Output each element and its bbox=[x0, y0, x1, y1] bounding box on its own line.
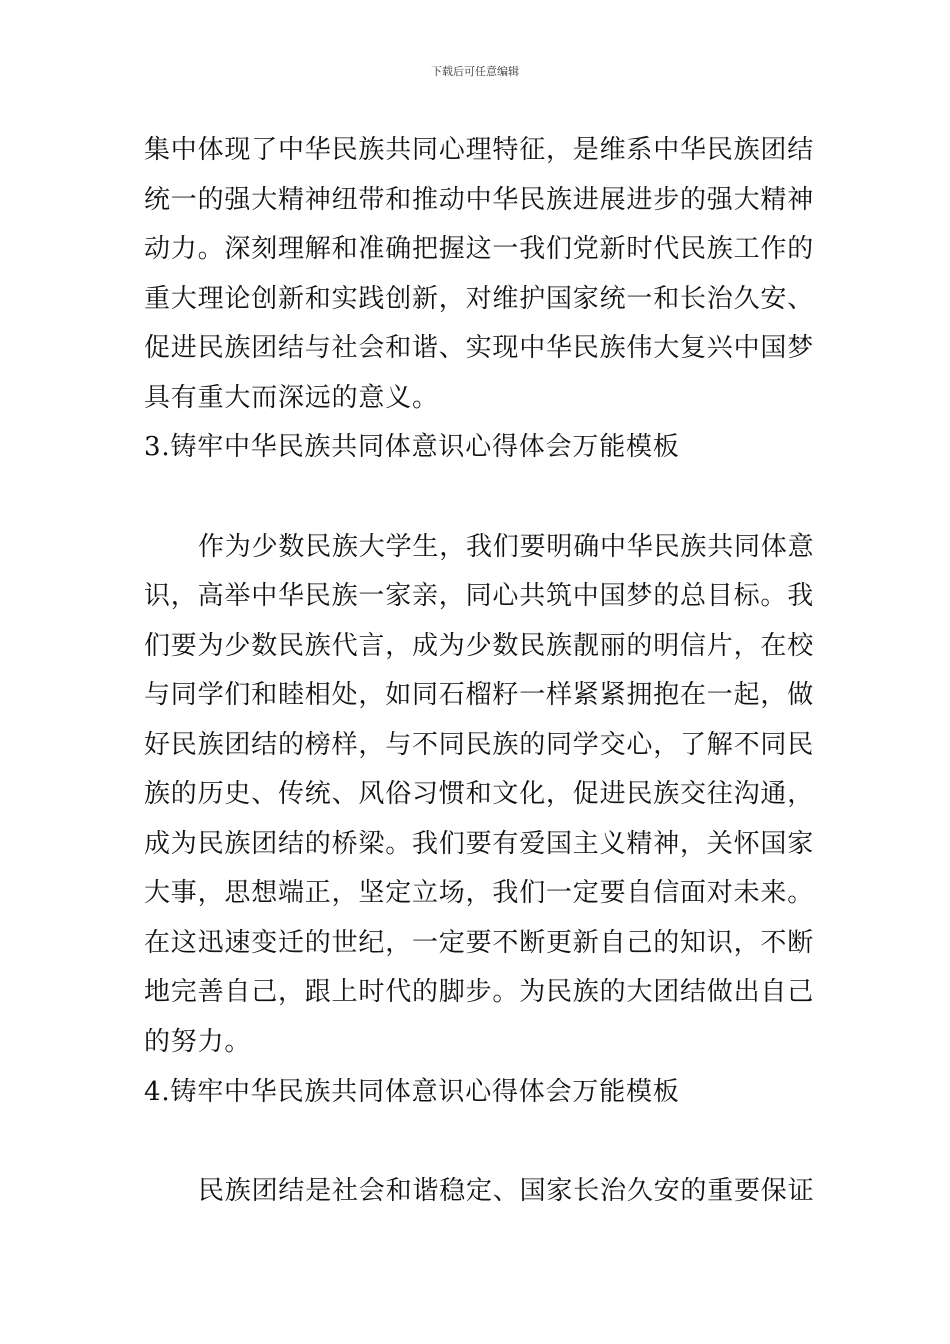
page-header: 下载后可任意编辑 bbox=[431, 65, 519, 78]
paragraph-2-line: 们要为少数民族代言，成为少数民族靓丽的明信片，在校 bbox=[144, 631, 815, 661]
paragraph-2-line: 地完善自己，跟上时代的脚步。为民族的大团结做出自己 bbox=[144, 977, 815, 1007]
paragraph-1-line: 动力。深刻理解和准确把握这一我们党新时代民族工作的 bbox=[144, 234, 815, 264]
paragraph-2-line: 作为少数民族大学生，我们要明确中华民族共同体意 bbox=[198, 532, 815, 562]
paragraph-2-line: 族的历史、传统、风俗习惯和文化，促进民族交往沟通， bbox=[144, 779, 815, 809]
paragraph-1-line: 重大理论创新和实践创新，对维护国家统一和长治久安、 bbox=[144, 284, 815, 314]
paragraph-2-line: 大事，思想端正，坚定立场，我们一定要自信面对未来。 bbox=[144, 878, 815, 908]
paragraph-1-line: 促进民族团结与社会和谐、实现中华民族伟大复兴中国梦 bbox=[144, 333, 815, 363]
section-heading-3: 3.铸牢中华民族共同体意识心得体会万能模板 bbox=[144, 432, 680, 462]
paragraph-2-line: 识，高举中华民族一家亲，同心共筑中国梦的总目标。我 bbox=[144, 581, 815, 611]
paragraph-1-line: 统一的强大精神纽带和推动中华民族进展进步的强大精神 bbox=[144, 185, 815, 215]
paragraph-3-line: 民族团结是社会和谐稳定、国家长治久安的重要保证 bbox=[198, 1176, 815, 1206]
paragraph-1-line: 具有重大而深远的意义。 bbox=[144, 383, 439, 413]
paragraph-2-line: 在这迅速变迁的世纪，一定要不断更新自己的知识，不断 bbox=[144, 928, 815, 958]
paragraph-2-line: 与同学们和睦相处，如同石榴籽一样紧紧拥抱在一起，做 bbox=[144, 680, 815, 710]
paragraph-2-line: 成为民族团结的桥梁。我们要有爱国主义精神，关怀国家 bbox=[144, 829, 815, 859]
section-heading-4: 4.铸牢中华民族共同体意识心得体会万能模板 bbox=[144, 1077, 680, 1107]
paragraph-2-line: 的努力。 bbox=[144, 1027, 252, 1057]
paragraph-2-line: 好民族团结的榜样，与不同民族的同学交心，了解不同民 bbox=[144, 730, 815, 760]
paragraph-1-line: 集中体现了中华民族共同心理特征，是维系中华民族团结 bbox=[144, 135, 815, 165]
